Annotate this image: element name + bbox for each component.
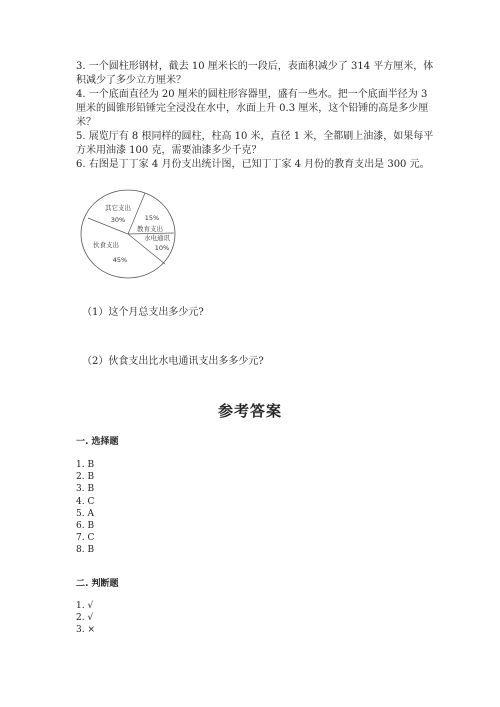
slice-value-education: 15% — [144, 214, 160, 222]
section-heading-judgment: 二. 判断题 — [76, 579, 119, 589]
slice-label-education: 教育支出 — [137, 225, 163, 233]
slice-value-utilities: 10% — [154, 244, 170, 252]
sub-question-1: （1）这个月总支出多少元? — [82, 307, 204, 318]
answer-item: 3. B — [76, 484, 95, 495]
expense-pie-chart — [78, 188, 178, 280]
answer-item: 8. B — [76, 545, 95, 556]
question-4: 4. 一个底面直径为 20 厘米的圆柱形容器里，盛有一些水。把一个底面半径为 3 厘米的圆锥形铅锤完全浸没在水中，水面上升 0.3 厘米，这个铅锤的高是多少厘米？ — [76, 89, 429, 128]
answer-item: 6. B — [76, 520, 95, 531]
choice-answer-list — [76, 459, 94, 557]
sub-question-2: （2）伙食支出比水电通讯支出多多少元? — [82, 356, 264, 367]
slice-value-other: 30% — [110, 216, 126, 224]
section-heading-choice: 一. 选择题 — [76, 437, 119, 447]
answer-item: 5. A — [76, 508, 94, 519]
question-6: 6. 右图是丁丁家 4 月份支出统计图，已知丁丁家 4 月份的教育支出是 300 元。 — [76, 159, 430, 170]
answer-item: 3. × — [76, 625, 95, 636]
slice-label-other: 其它支出 — [105, 204, 131, 212]
question-3: 3. 一个圆柱形钢材，截去 10 厘米长的一段后，表面积减少了 314 平方厘米，体积减少了多少立方厘米？ — [76, 61, 434, 86]
question-5: 5. 展览厅有 8 根同样的圆柱，柱高 10 米，直径 1 米，全都刷上油漆，如果每平方米用油漆 100 克，需要油漆多少千克？ — [76, 131, 434, 156]
answer-item: 2. √ — [76, 613, 94, 624]
slice-label-utilities: 水电通讯 — [144, 234, 170, 242]
slice-label-food: 伙食支出 — [93, 241, 119, 249]
answer-item: 1. √ — [76, 601, 94, 611]
slice-value-food: 45% — [112, 256, 128, 264]
answer-item: 7. C — [76, 533, 95, 544]
answer-item: 1. B — [76, 460, 95, 470]
question-list — [76, 60, 436, 172]
answer-item: 2. B — [76, 472, 95, 483]
judgment-answer-list — [76, 600, 95, 637]
answer-item: 4. C — [76, 496, 95, 507]
answer-title: 参考答案 — [217, 402, 282, 420]
